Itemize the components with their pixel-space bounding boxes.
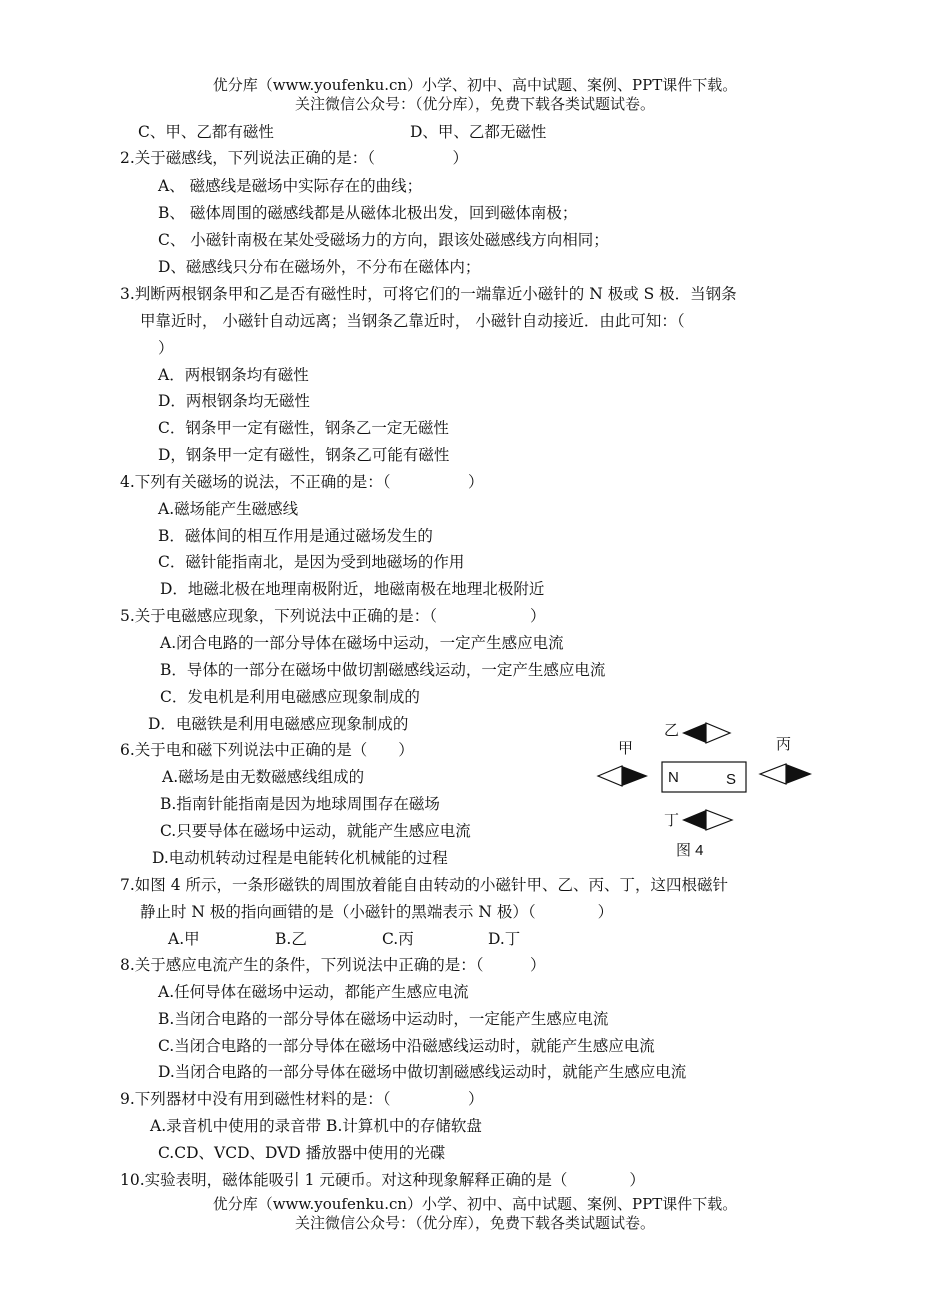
q3-option-a: A．两根钢条均有磁性 bbox=[158, 366, 309, 384]
q4-stem: 4.下列有关磁场的说法，不正确的是：（ ） bbox=[120, 473, 484, 491]
q8-option-d: D.当闭合电路的一部分导体在磁场中做切割磁感线运动时，就能产生感应电流 bbox=[158, 1063, 687, 1081]
q1-option-c: C、甲、乙都有磁性 bbox=[138, 123, 274, 141]
q3-option-d: D，钢条甲一定有磁性，钢条乙可能有磁性 bbox=[158, 446, 450, 464]
label-jia: 甲 bbox=[618, 740, 634, 757]
q9-stem: 9.下列器材中没有用到磁性材料的是：（ ） bbox=[120, 1090, 484, 1108]
footer-line-1: 优分库（www.youfenku.cn）小学、初中、高中试题、案例、PPT课件下载。 bbox=[212, 1195, 738, 1213]
q4-option-b: B．磁体间的相互作用是通过磁场发生的 bbox=[158, 527, 433, 545]
magnet-n-pole: N bbox=[668, 769, 679, 786]
needle-ding bbox=[682, 810, 732, 830]
q1-option-d: D、甲、乙都无磁性 bbox=[410, 123, 547, 141]
q6-stem: 6.关于电和磁下列说法中正确的是（ ） bbox=[120, 741, 414, 759]
figure-caption: 图 4 bbox=[676, 842, 704, 859]
q2-stem: 2.关于磁感线，下列说法正确的是：（ ） bbox=[120, 149, 469, 167]
magnet-s-pole: S bbox=[726, 771, 737, 788]
needle-bing bbox=[760, 764, 812, 784]
header-line-1: 优分库（www.youfenku.cn）小学、初中、高中试题、案例、PPT课件下载。 bbox=[212, 76, 738, 94]
label-bing: 丙 bbox=[776, 736, 792, 753]
q7-option-c: C.丙 bbox=[382, 930, 414, 948]
q2-option-d: D、磁感线只分布在磁场外，不分布在磁体内； bbox=[158, 258, 481, 276]
footer-line-2: 关注微信公众号：（优分库），免费下载各类试题试卷。 bbox=[294, 1214, 655, 1232]
q9-options-ab: A.录音机中使用的录音带 B.计算机中的存储软盘 bbox=[150, 1117, 482, 1135]
figure-4 bbox=[592, 718, 822, 868]
q3-option-b: D．两根钢条均无磁性 bbox=[158, 392, 310, 410]
label-yi: 乙 bbox=[664, 722, 680, 739]
q8-option-a: A.任何导体在磁场中运动，都能产生感应电流 bbox=[158, 983, 469, 1001]
q8-option-b: B.当闭合电路的一部分导体在磁场中运动时，一定能产生感应电流 bbox=[158, 1010, 609, 1028]
q9-option-c: C.CD、VCD、DVD 播放器中使用的光碟 bbox=[158, 1144, 446, 1162]
q2-option-b: B、 磁体周围的磁感线都是从磁体北极出发，回到磁体南极； bbox=[158, 204, 578, 222]
q6-option-a: A.磁场是由无数磁感线组成的 bbox=[162, 768, 365, 786]
q3-option-c: C．钢条甲一定有磁性，钢条乙一定无磁性 bbox=[158, 419, 449, 437]
q2-option-a: A、 磁感线是磁场中实际存在的曲线； bbox=[158, 177, 423, 195]
q7-stem-1: 7.如图 4 所示，一条形磁铁的周围放着能自由转动的小磁针甲、乙、丙、丁，这四根磁针 bbox=[120, 876, 729, 894]
q3-stem-2: 甲靠近时， 小磁针自动远离；当钢条乙靠近时， 小磁针自动接近．由此可知：（ bbox=[140, 312, 685, 330]
q4-option-d: D．地磁北极在地理南极附近，地磁南极在地理北极附近 bbox=[160, 580, 545, 598]
q6-option-b: B.指南针能指南是因为地球周围存在磁场 bbox=[160, 795, 440, 813]
q3-stem-3: ） bbox=[158, 339, 174, 357]
q7-option-b: B.乙 bbox=[275, 930, 307, 948]
q8-option-c: C.当闭合电路的一部分导体在磁场中沿磁感线运动时，就能产生感应电流 bbox=[158, 1037, 655, 1055]
needle-jia bbox=[598, 766, 648, 786]
q8-stem: 8.关于感应电流产生的条件，下列说法中正确的是：（ ） bbox=[120, 956, 546, 974]
needle-yi bbox=[682, 723, 730, 743]
q5-stem: 5.关于电磁感应现象，下列说法中正确的是：（ ） bbox=[120, 607, 546, 625]
q10-stem: 10.实验表明，磁体能吸引 1 元硬币。对这种现象解释正确的是（ ） bbox=[120, 1171, 645, 1189]
page-footer bbox=[0, 1195, 950, 1233]
q7-stem-2: 静止时 N 极的指向画错的是（小磁针的黑端表示 N 极）（ ） bbox=[140, 903, 614, 921]
page-header bbox=[0, 76, 950, 114]
label-ding: 丁 bbox=[664, 812, 680, 829]
q4-option-a: A.磁场能产生磁感线 bbox=[158, 500, 299, 518]
q7-option-d: D.丁 bbox=[488, 930, 521, 948]
q2-option-c: C、 小磁针南极在某处受磁场力的方向，跟该处磁感线方向相同； bbox=[158, 231, 609, 249]
q3-stem-1: 3.判断两根钢条甲和乙是否有磁性时，可将它们的一端靠近小磁针的 N 极或 S 极．当钢条 bbox=[120, 285, 737, 303]
q5-option-a: A.闭合电路的一部分导体在磁场中运动，一定产生感应电流 bbox=[160, 634, 564, 652]
q6-option-d: D.电动机转动过程是电能转化机械能的过程 bbox=[152, 849, 448, 867]
q5-option-c: C．发电机是利用电磁感应现象制成的 bbox=[160, 688, 420, 706]
q5-option-b: B．导体的一部分在磁场中做切割磁感线运动，一定产生感应电流 bbox=[160, 661, 606, 679]
header-line-2: 关注微信公众号：（优分库），免费下载各类试题试卷。 bbox=[294, 95, 655, 113]
q7-option-a: A.甲 bbox=[168, 930, 200, 948]
q6-option-c: C.只要导体在磁场中运动，就能产生感应电流 bbox=[160, 822, 471, 840]
q5-option-d: D．电磁铁是利用电磁感应现象制成的 bbox=[148, 715, 409, 733]
q4-option-c: C．磁针能指南北，是因为受到地磁场的作用 bbox=[158, 553, 465, 571]
